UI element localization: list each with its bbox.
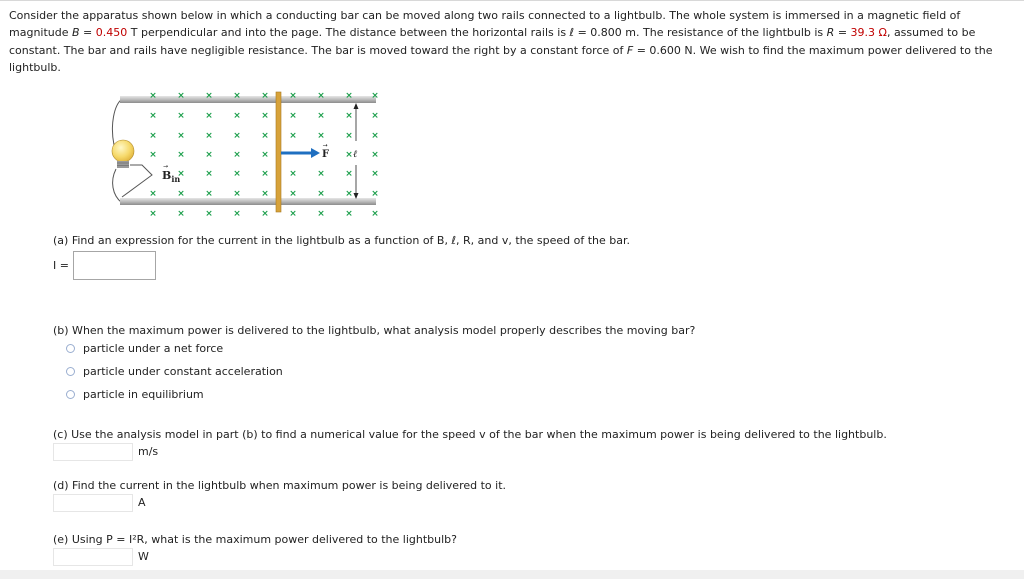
field-x-mark: × [345, 131, 353, 141]
lightbulb-icon [112, 140, 134, 168]
option-label: particle under a net force [83, 342, 224, 355]
field-x-mark: × [233, 91, 241, 101]
field-x-mark: × [345, 189, 353, 199]
field-x-mark: × [317, 131, 325, 141]
field-x-mark: × [205, 150, 213, 160]
force-label: F [322, 149, 330, 160]
b-value: 0.450 [95, 26, 128, 40]
field-x-mark: × [177, 209, 185, 219]
field-x-mark: × [233, 209, 241, 219]
problem-statement: Consider the apparatus shown below in which a conducting bar can be moved along two rails connected to a lightbulb. The whole system is immersed in a magnetic field of magnitude B = 0.450 T perpendicular and into the page. The distance between the horizontal rails is ℓ = 0.800 m. The resistance of the lightbulb is R = 39.3 Ω, assumed to be constant. The bar and rails have negligible resistance. The bar is moved toward the right by a constant force of F = 0.600 N. We wish to find the maximum power delivered to the lightbulb. [9, 9, 993, 74]
apparatus-diagram [108, 85, 398, 225]
field-x-mark: × [261, 209, 269, 219]
field-x-mark: × [317, 169, 325, 179]
field-x-mark: × [205, 111, 213, 121]
field-x-mark: × [289, 209, 297, 219]
svg-text:→: → [322, 142, 328, 149]
field-x-mark: × [371, 169, 379, 179]
radio-button[interactable] [66, 390, 75, 399]
field-x-mark: × [317, 111, 325, 121]
field-x-mark: × [177, 169, 185, 179]
top-divider [0, 0, 1024, 1]
field-x-mark: × [261, 111, 269, 121]
r-value: 39.3 Ω [850, 26, 887, 40]
rail-top [120, 96, 376, 103]
wire-top [112, 99, 122, 145]
field-x-mark: × [233, 169, 241, 179]
field-x-mark: × [345, 209, 353, 219]
wire-bottom [113, 169, 122, 203]
field-x-mark: × [371, 111, 379, 121]
rail-bottom [120, 198, 376, 205]
field-x-mark: × [289, 91, 297, 101]
field-x-mark: × [345, 91, 353, 101]
part-e-question: (e) Using P = I²R, what is the maximum power delivered to the lightbulb? [53, 533, 458, 546]
field-x-mark: × [205, 169, 213, 179]
part-d-question: (d) Find the current in the lightbulb when maximum power is being delivered to it. [53, 479, 506, 492]
speed-unit: m/s [138, 445, 159, 458]
option-net-force[interactable] [66, 342, 223, 355]
field-x-mark: × [261, 91, 269, 101]
field-x-mark: × [345, 150, 353, 160]
part-a-question: (a) Find an expression for the current in the lightbulb as a function of B, ℓ, R, and v, the speed of the bar. [53, 234, 630, 247]
current-value-input[interactable] [53, 494, 133, 512]
field-x-mark: × [345, 169, 353, 179]
field-x-mark: × [371, 91, 379, 101]
current-unit: A [138, 496, 146, 509]
svg-text:→: → [163, 163, 169, 170]
field-x-mark: × [317, 189, 325, 199]
field-x-mark: × [205, 91, 213, 101]
field-x-mark: × [289, 131, 297, 141]
field-x-mark: × [317, 91, 325, 101]
part-a-answer-row [53, 251, 156, 280]
field-x-mark: × [317, 209, 325, 219]
field-x-mark: × [149, 189, 157, 199]
radio-button[interactable] [66, 344, 75, 353]
field-x-mark: × [177, 189, 185, 199]
power-unit: W [138, 550, 149, 563]
field-x-mark: × [261, 131, 269, 141]
field-x-mark: × [205, 189, 213, 199]
length-label: ℓ [353, 149, 358, 160]
field-x-mark: × [177, 111, 185, 121]
page-footer-band [0, 570, 1024, 579]
radio-button[interactable] [66, 367, 75, 376]
field-x-mark: × [205, 209, 213, 219]
field-x-mark: × [205, 131, 213, 141]
field-x-mark: × [371, 209, 379, 219]
field-x-mark: × [177, 91, 185, 101]
field-x-mark: × [345, 111, 353, 121]
field-x-mark: × [149, 111, 157, 121]
field-x-mark: × [149, 150, 157, 160]
field-x-mark: × [371, 131, 379, 141]
part-c-question: (c) Use the analysis model in part (b) to find a numerical value for the speed v of the bar when the maximum power is being delivered to the lightbulb. [53, 428, 887, 441]
field-x-mark: × [261, 189, 269, 199]
option-constant-acceleration[interactable] [66, 365, 283, 378]
conducting-bar [276, 92, 281, 212]
field-x-mark: × [371, 150, 379, 160]
option-label: particle under constant acceleration [83, 365, 283, 378]
field-x-mark: × [233, 189, 241, 199]
field-label: $B_{in}$ [162, 169, 181, 184]
field-x-mark: × [371, 189, 379, 199]
current-label: I = [53, 259, 69, 272]
field-x-mark: × [233, 131, 241, 141]
field-x-mark: × [177, 131, 185, 141]
field-x-mark: × [261, 169, 269, 179]
field-x-mark: × [289, 169, 297, 179]
field-x-mark: × [149, 209, 157, 219]
field-x-mark: × [149, 91, 157, 101]
field-x-mark: × [233, 150, 241, 160]
field-x-mark: × [149, 131, 157, 141]
power-input[interactable] [53, 548, 133, 566]
current-expression-input[interactable] [73, 251, 156, 280]
field-x-mark: × [261, 150, 269, 160]
field-x-mark: × [177, 150, 185, 160]
option-label: particle in equilibrium [83, 388, 204, 401]
speed-input[interactable] [53, 443, 133, 461]
part-b-question: (b) When the maximum power is delivered to the lightbulb, what analysis model properly describes the moving bar? [53, 324, 696, 337]
field-x-mark: × [289, 189, 297, 199]
option-equilibrium[interactable] [66, 388, 204, 401]
field-x-mark: × [233, 111, 241, 121]
field-x-mark: × [289, 111, 297, 121]
